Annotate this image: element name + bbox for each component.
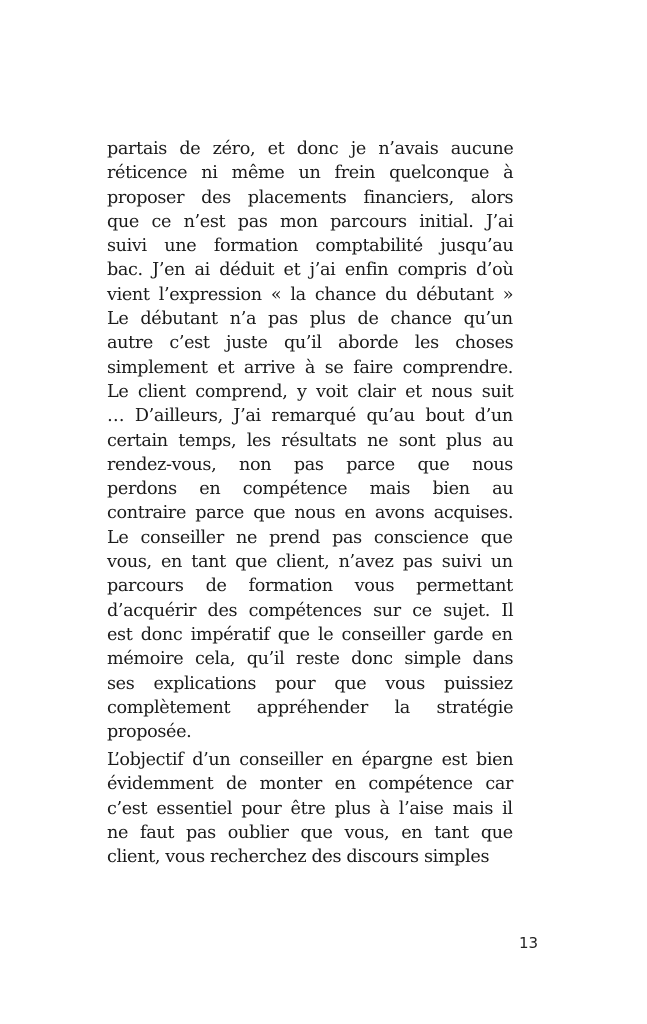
text-line: que ce n’est pas mon parcours initial. J’ai bbox=[107, 211, 514, 232]
text-line: ne faut pas oublier que vous, en tant que bbox=[107, 822, 513, 843]
text-line: complètement appréhender la stratégie bbox=[107, 697, 514, 718]
text-line: Le client comprend, y voit clair et nous suit bbox=[107, 381, 514, 402]
page-number: 13 bbox=[519, 934, 539, 952]
text-line: vous, en tant que client, n’avez pas suivi un bbox=[107, 552, 513, 573]
paragraph-1 bbox=[107, 137, 513, 744]
text-line: contraire parce que nous en avons acquises. bbox=[107, 503, 514, 524]
text-line: évidemment de monter en compétence car bbox=[107, 774, 514, 795]
text-line: bac. J’en ai déduit et j’ai enfin compris d’où bbox=[107, 260, 514, 281]
text-line: réticence ni même un frein quelconque à bbox=[107, 163, 514, 184]
text-line: certain temps, les résultats ne sont plus au bbox=[107, 430, 514, 451]
text-line: Le débutant n’a pas plus de chance qu’un bbox=[107, 309, 513, 330]
text-line: simplement et arrive à se faire comprendre. bbox=[107, 357, 514, 378]
text-line: est donc impératif que le conseiller garde en bbox=[107, 624, 513, 645]
text-line: … D’ailleurs, J’ai remarqué qu’au bout d’un bbox=[107, 406, 513, 427]
text-line: proposée. bbox=[107, 722, 192, 743]
text-line: d’acquérir des compétences sur ce sujet. Il bbox=[107, 600, 514, 621]
text-line: vient l’expression « la chance du débutant » bbox=[107, 284, 514, 305]
text-line: client, vous recherchez des discours simples bbox=[107, 847, 490, 868]
text-line: suivi une formation comptabilité jusqu’au bbox=[107, 236, 514, 257]
text-line: partais de zéro, et donc je n’avais aucune bbox=[107, 139, 514, 159]
text-line: Le conseiller ne prend pas conscience que bbox=[107, 527, 513, 548]
text-line: L’objectif d’un conseiller en épargne est bien bbox=[107, 750, 514, 770]
text-line: autre c’est juste qu’il aborde les choses bbox=[107, 333, 514, 354]
text-line: mémoire cela, qu’il reste donc simple dans bbox=[107, 649, 514, 670]
paragraph-2 bbox=[107, 748, 513, 869]
text-line: rendez-vous, non pas parce que nous bbox=[107, 454, 513, 475]
text-line: proposer des placements financiers, alors bbox=[107, 187, 514, 208]
text-line: c’est essentiel pour être plus à l’aise mais il bbox=[107, 798, 513, 819]
text-line: parcours de formation vous permettant bbox=[107, 576, 513, 597]
text-line: ses explications pour que vous puissiez bbox=[107, 673, 513, 694]
text-line: perdons en compétence mais bien au bbox=[107, 479, 514, 500]
